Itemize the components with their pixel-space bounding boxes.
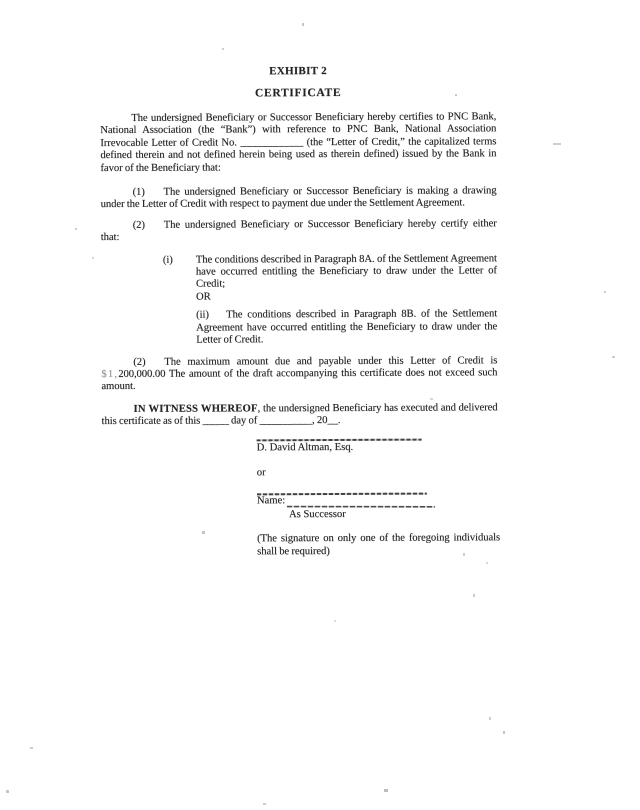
subclause-or-connector: OR [195,291,211,303]
witness-rest: , the undersigned Beneficiary has executed and delivered this certificate as of this _____ day of __________, 20__. [101,401,498,428]
certificate-title: CERTIFICATE [254,86,342,100]
scan-speck [92,257,94,259]
name-field-row [257,495,435,508]
scan-speck [334,620,336,622]
exhibit-heading: EXHIBIT 2 [269,65,327,78]
scan-speck [263,803,266,805]
scan-speck [604,291,606,293]
subclause-i-text: The conditions described in Paragraph 8A. of the Settlement Agreement have occurred entitling the Beneficiary to draw under the Letter of Credit; [195,252,497,291]
name-underline [287,495,435,507]
scan-speck [503,731,505,734]
amount-value-faded: $1, [101,368,119,380]
amount-clause-text-after: The amount of the draft accompanying this certificate does not exceed such amount. [101,367,498,393]
subclause-i [163,253,497,292]
signature-note: (The signature on only one of the foregoing individuals shall be required) [257,532,501,558]
subclause-ii [196,309,497,348]
clause-1 [101,185,497,212]
scan-speck [486,562,488,564]
amount-clause-text-before: The maximum amount due and payable under this Letter of Credit is [164,354,498,368]
scan-speck [302,23,304,26]
subclause-i-number: (i) [162,254,173,266]
intro-paragraph: The undersigned Beneficiary or Successor Beneficiary hereby certifies to PNC Bank, National Association (the “Bank”) with reference to PNC Bank, National Association Irrevocable Letter of Credit No. ____________ (the “Letter of Credit,” the capitalized terms defined therein and not defined herein being used as therein defined) issued by the Bank in favor of the Beneficiary that: [100,111,497,174]
scan-speck [222,48,224,50]
amount-value: 200,000.00 [118,368,166,380]
scan-speck [30,747,33,749]
clause-2 [101,218,497,245]
clause-1-text: The undersigned Beneficiary or Successor Beneficiary is making a drawing under the Letter of Credit with respect to payment due under the Settlement Agreement. [100,185,497,211]
scan-speck [473,594,475,597]
subclause-ii-number: (ii) [196,309,209,321]
successor-label: As Successor [288,508,346,520]
subclause-ii-text: The conditions described in Paragraph 8B. of the Settlement Agreement have occurred entitling the Beneficiary to draw under the Letter of Credit. [196,308,498,346]
document-content [100,64,501,559]
clause-1-number: (1) [132,186,145,198]
signer-name: D. David Altman, Esq. [256,441,354,453]
clause-2-number: (2) [132,219,145,231]
clause-2-text: The undersigned Beneficiary or Successor Beneficiary hereby certify either that: [100,218,497,244]
amount-clause-number: (2) [133,356,146,368]
scan-speck [384,789,388,792]
scan-speck [553,143,561,145]
signature-block [257,438,499,559]
or-label: or [256,467,266,479]
scan-speck [6,790,9,793]
scan-speck [489,717,491,720]
amount-clause [101,355,497,394]
witness-paragraph [101,402,497,429]
scan-speck [612,356,615,358]
witness-lead: IN WITNESS WHEREOF [133,403,258,415]
name-label: Name: [256,495,286,507]
scan-speck [75,228,77,230]
